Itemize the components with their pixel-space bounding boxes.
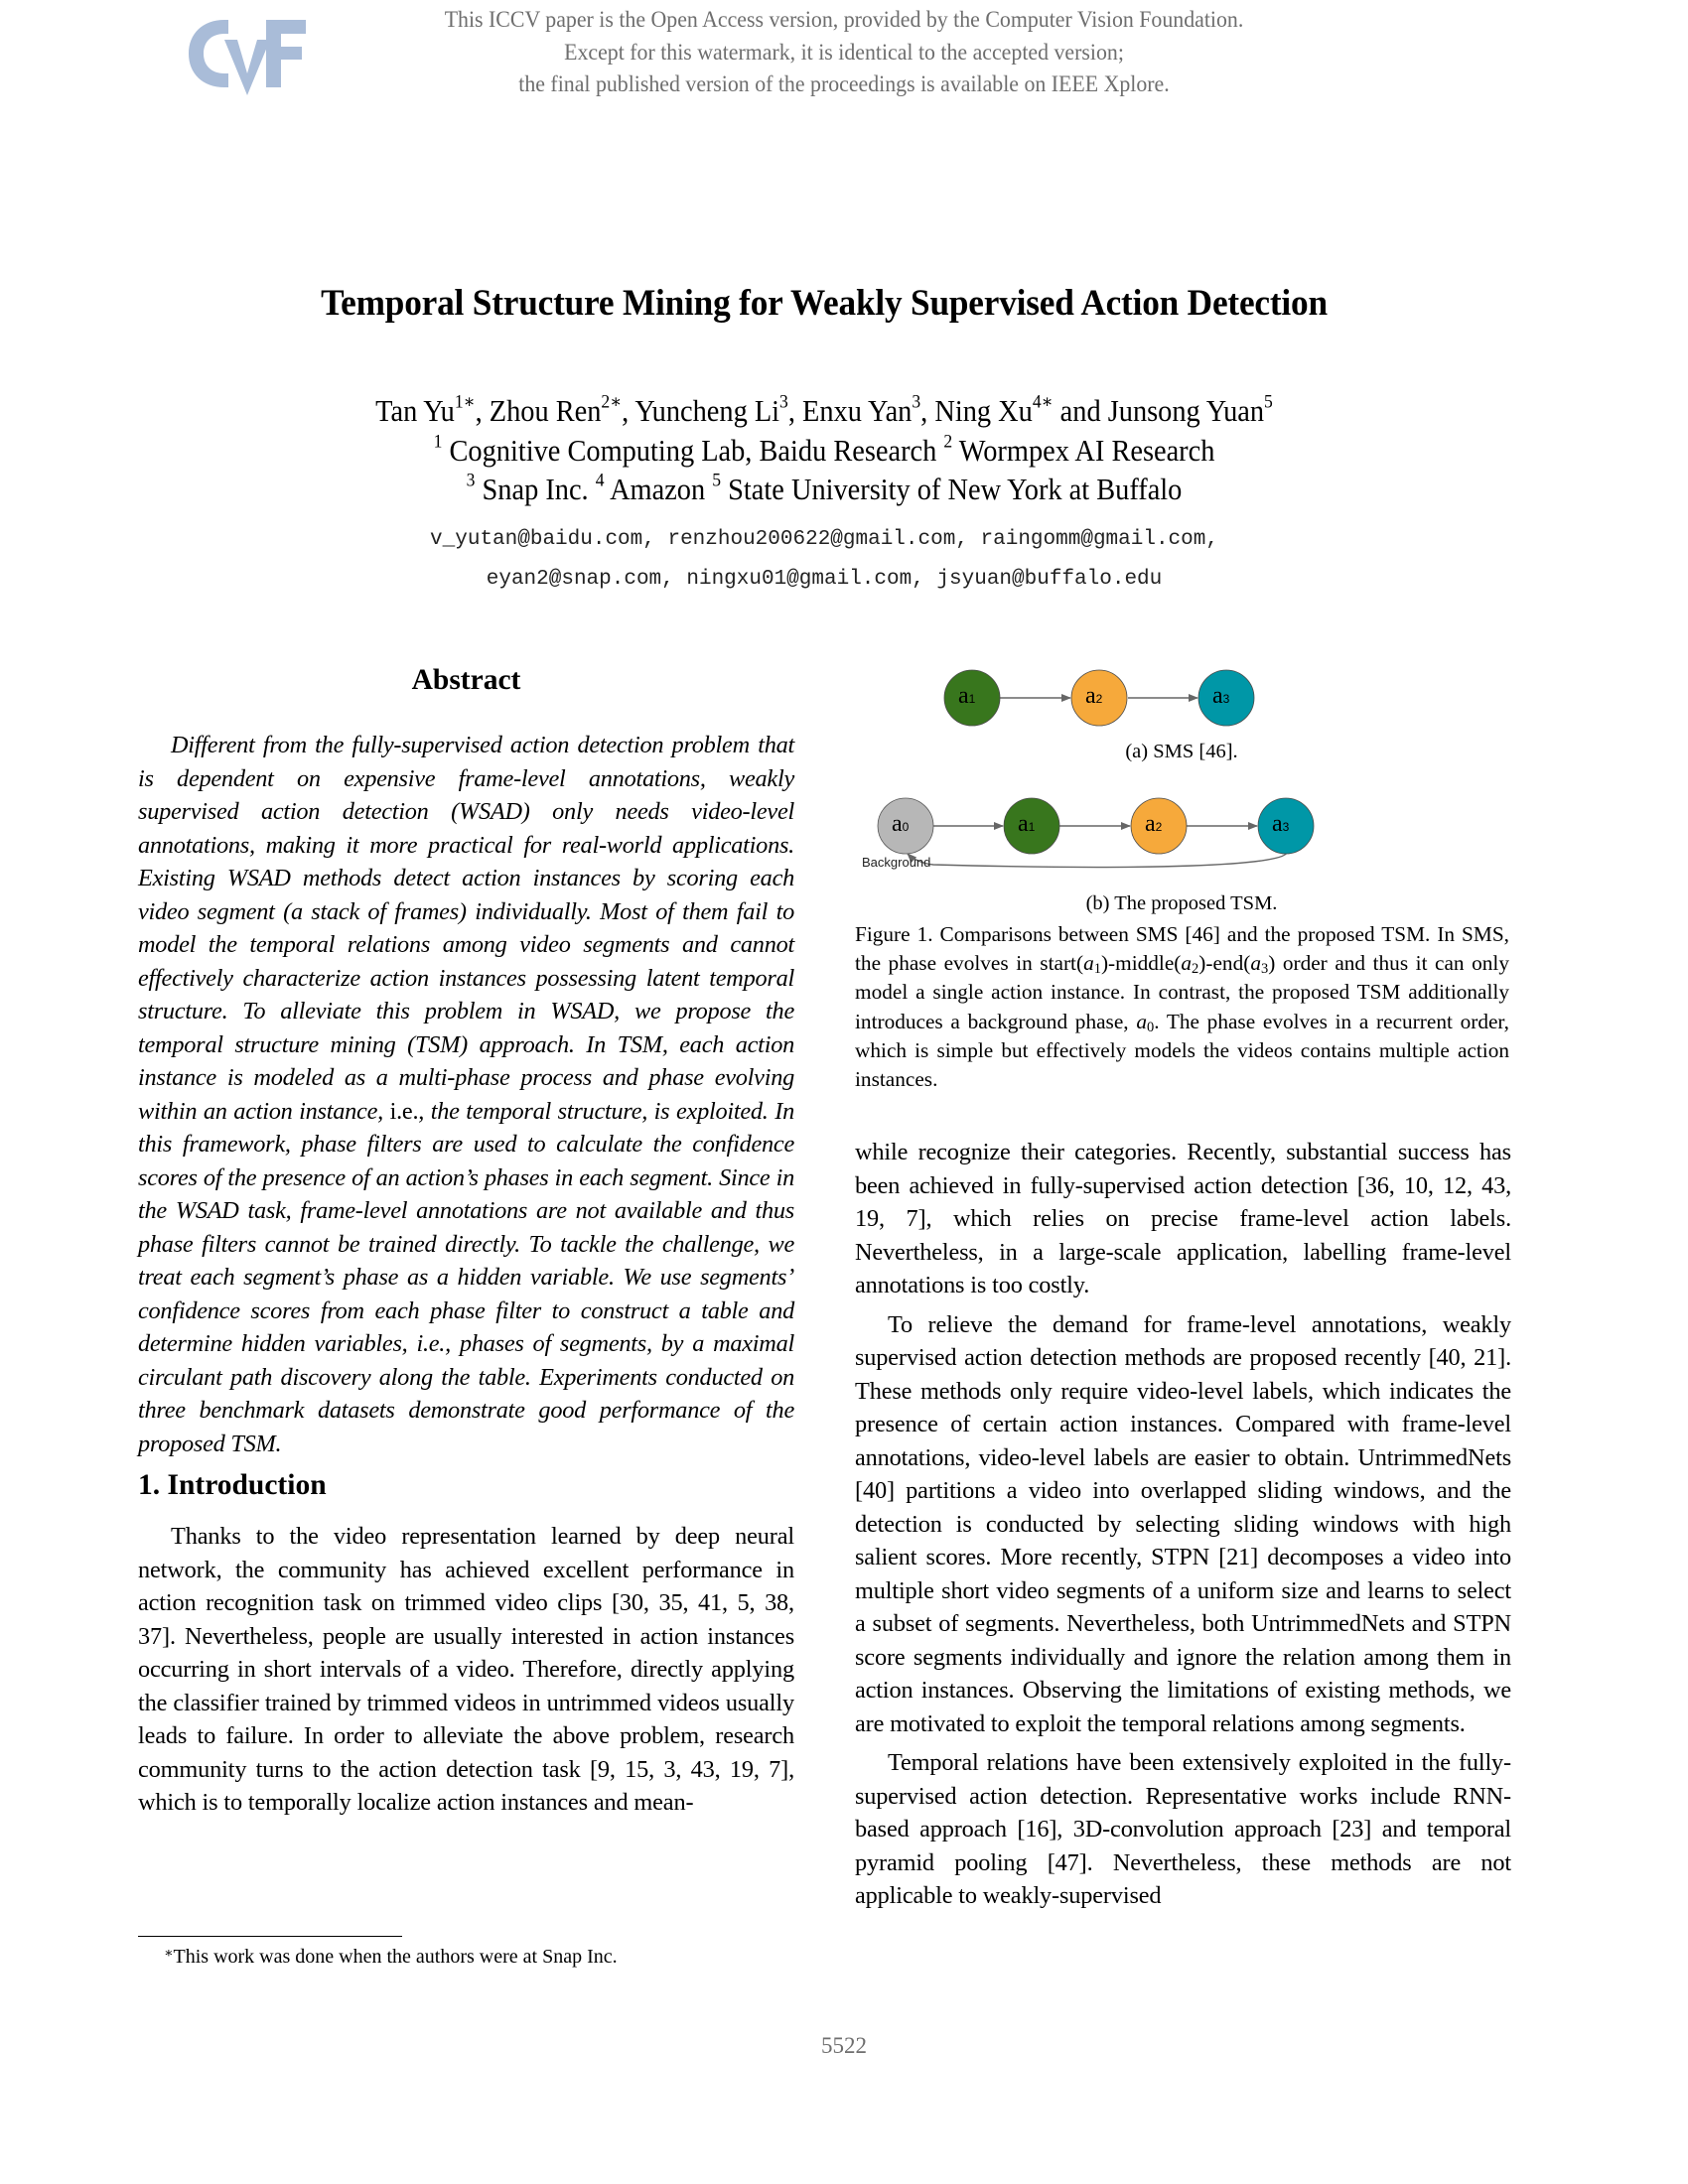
author-affil-mark: 1∗	[454, 391, 476, 413]
intro-paragraph-continued: while recognize their categories. Recently, substantial success has been achieved in fully-supervised action detection [36, 10, 12, 43, 19, 7], which relies on precise frame-level action labels. Nevertheless, in a large-scale application, labelling frame-level annotations is too costly.	[855, 1139, 1511, 1298]
author-name: Enxu Yan	[802, 394, 913, 428]
affil-mark: 5	[712, 470, 722, 491]
separator: ,	[787, 394, 803, 428]
caption-text: . The phase evolves in a recurrent order, which is simple but effectively models the videos contains multiple action instances.	[855, 1009, 1509, 1092]
node-label-a1: a1	[958, 683, 976, 709]
abstract-text-part: , the temporal structure, is exploited. In this framework, phase filters are used to calculate the confidence scores of the presence of an action’s phases in each segment. Since in the WSAD task, frame-level annotations are not available and thus phase filters cannot be trained directly. To tackle the challenge, we treat each segment’s phase as a hidden variable. We use segments’ confidence scores from each phase filter to construct a table and determine hidden variables, i.e., phases of segments, by a maximal circulant path discovery along the table. Experiments conducted on three benchmark datasets demonstrate good performance of the proposed TSM.	[138, 1097, 794, 1457]
author-affil-mark: 4∗	[1032, 391, 1054, 413]
node-label-a2: a2	[1145, 811, 1163, 837]
right-column	[855, 1136, 1511, 1913]
affiliation: State University of New York at Buffalo	[721, 473, 1183, 506]
author-name: Tan Yu	[375, 394, 455, 428]
affiliations-line-2	[58, 471, 1591, 510]
author-block	[58, 392, 1591, 510]
separator: ,	[622, 394, 635, 428]
author-list	[58, 392, 1591, 432]
affiliation: Amazon	[604, 473, 713, 506]
affiliation: Wormpex AI Research	[952, 433, 1215, 468]
tsm-diagram	[878, 798, 1314, 868]
author-affil-mark: 3	[779, 391, 788, 413]
author-affil-mark: 2∗	[601, 391, 623, 413]
email-line[interactable]: v_yutan@baidu.com, renzhou200622@gmail.com, raingomm@gmail.com,	[430, 528, 1218, 551]
background-label: Background	[862, 855, 931, 870]
subfigure-a-caption: (a) SMS [46].	[1125, 741, 1238, 762]
email-line[interactable]: eyan2@snap.com, ningxu01@gmail.com, jsyuan@buffalo.edu	[486, 568, 1163, 591]
intro-paragraph: To relieve the demand for frame-level annotations, weakly supervised action detection methods are proposed recently [40, 21]. These methods only require video-level labels, which indicates the presence of certain action instances. Compared with frame-level annotations, video-level labels are easier to obtain. UntrimmedNets [40] partitions a video into overlapped sliding windows, and the detection is conducted by selecting sliding windows with high salient scores. More recently, STPN [21] decomposes a video into multiple short video segments of a uniform size and learns to select a subset of segments. Nevertheless, both UntrimmedNets and STPN score segments individually and ignore the relation among them in action instances. Observing the limitations of existing methods, we are motivated to exploit the temporal relations among segments.	[855, 1310, 1511, 1737]
author-name: Ning Xu	[934, 394, 1033, 428]
caption-text: )-end(	[1198, 951, 1251, 976]
author-name: Junsong Yuan	[1107, 394, 1265, 428]
author-name: Zhou Ren	[489, 394, 602, 428]
author-name: Yuncheng Li	[634, 394, 780, 428]
math-sub: 0	[1146, 1019, 1155, 1035]
paper-title: Temporal Structure Mining for Weakly Supervised Action Detection	[321, 283, 1328, 324]
footnote-text: This work was done when the authors were at Snap Inc.	[173, 1946, 618, 1968]
affiliation: Snap Inc.	[475, 473, 596, 506]
affil-mark: 4	[595, 470, 605, 491]
math-sub: 1	[1093, 961, 1101, 978]
node-label-a0: a0	[892, 811, 910, 837]
page-number: 5522	[821, 2033, 867, 2058]
separator: and	[1053, 394, 1108, 428]
watermark-line: the final published version of the proceedings is available on IEEE Xplore.	[518, 71, 1170, 97]
caption-text: Figure 1. Comparisons between SMS [46] and the proposed TSM. In SMS, the phase evolves in start(	[855, 922, 1509, 976]
math-var: a	[1250, 951, 1261, 976]
node-label-a3: a3	[1212, 683, 1230, 709]
affil-mark: 3	[466, 470, 476, 491]
figure-1-caption	[855, 920, 1509, 1094]
section-heading-introduction: 1. Introduction	[138, 1469, 327, 1501]
affiliations-line-1	[58, 432, 1591, 472]
intro-paragraph: Thanks to the video representation learned by deep neural network, the community has achieved excellent performance in action recognition task on trimmed video clips [30, 35, 41, 5, 38, 37]. Nevertheless, people are usually interested in action instances occurring in short intervals of a video. Therefore, directly applying the classifier trained by trimmed videos in untrimmed videos usually leads to failure. In order to alleviate the above problem, research community turns to the action detection task [9, 15, 3, 43, 19, 7], which is to temporally localize action instances and mean-	[138, 1523, 794, 1816]
separator: ,	[475, 394, 490, 428]
math-sub: 2	[1192, 961, 1199, 978]
left-column	[138, 662, 794, 1820]
separator: ,	[920, 394, 935, 428]
affiliation: Cognitive Computing Lab, Baidu Research	[442, 433, 944, 468]
node-label-a2: a2	[1085, 683, 1103, 709]
affil-mark: 2	[943, 430, 953, 452]
watermark-line: This ICCV paper is the Open Access version, provided by the Computer Vision Foundation.	[444, 7, 1244, 33]
footnote	[164, 1944, 618, 1970]
footnote-divider	[138, 1936, 402, 1937]
author-affil-mark: 3	[912, 391, 921, 413]
math-sub: 3	[1260, 961, 1269, 978]
author-affil-mark: 5	[1264, 391, 1273, 413]
intro-paragraph: Temporal relations have been extensively exploited in the fully-supervised action detection. Representative works include RNN-based approach [16], 3D-convolution approach [23] and temporal pyramid pooling [47]. Nevertheless, these methods are not applicable to weakly-supervised	[855, 1749, 1511, 1909]
abstract-heading: Abstract	[411, 664, 521, 696]
watermark-line: Except for this watermark, it is identical to the accepted version;	[564, 39, 1124, 66]
abstract-ie: i.e.	[389, 1097, 419, 1125]
abstract-text	[138, 729, 794, 1460]
math-var: a	[1181, 951, 1193, 976]
figure-1-diagram	[854, 655, 1509, 913]
abstract-text-part: Different from the fully-supervised action detection problem that is dependent on expensive frame-level annotations, weakly supervised action detection (WSAD) only needs video-level annotations, making it more practical for real-world applications. Existing WSAD methods detect action instances by scoring each video segment (a stack of frames) individually. Most of them fail to model the temporal relations among video segments and cannot effectively characterize action instances possessing latent temporal structure. To alleviate this problem in WSAD, we propose the temporal structure mining (TSM) approach. In TSM, each action instance is modeled as a multi-phase process and phase evolving within an action instance,	[138, 732, 794, 1125]
footnote-mark: ∗	[164, 1946, 174, 1962]
node-label-a1: a1	[1018, 811, 1036, 837]
author-emails	[0, 520, 1648, 600]
cvf-logo-icon	[185, 14, 308, 95]
watermark-notice	[363, 4, 1324, 101]
subfigure-b-caption: (b) The proposed TSM.	[1085, 892, 1278, 914]
caption-text: )-middle(	[1100, 951, 1182, 976]
node-label-a3: a3	[1272, 811, 1290, 837]
math-var: a	[1136, 1009, 1147, 1033]
affil-mark: 1	[433, 430, 443, 452]
caption-text: ) order and thus it can only model a single action instance. In contrast, the proposed TSM additionally introduces a background phase,	[855, 951, 1509, 1033]
math-var: a	[1083, 951, 1094, 976]
